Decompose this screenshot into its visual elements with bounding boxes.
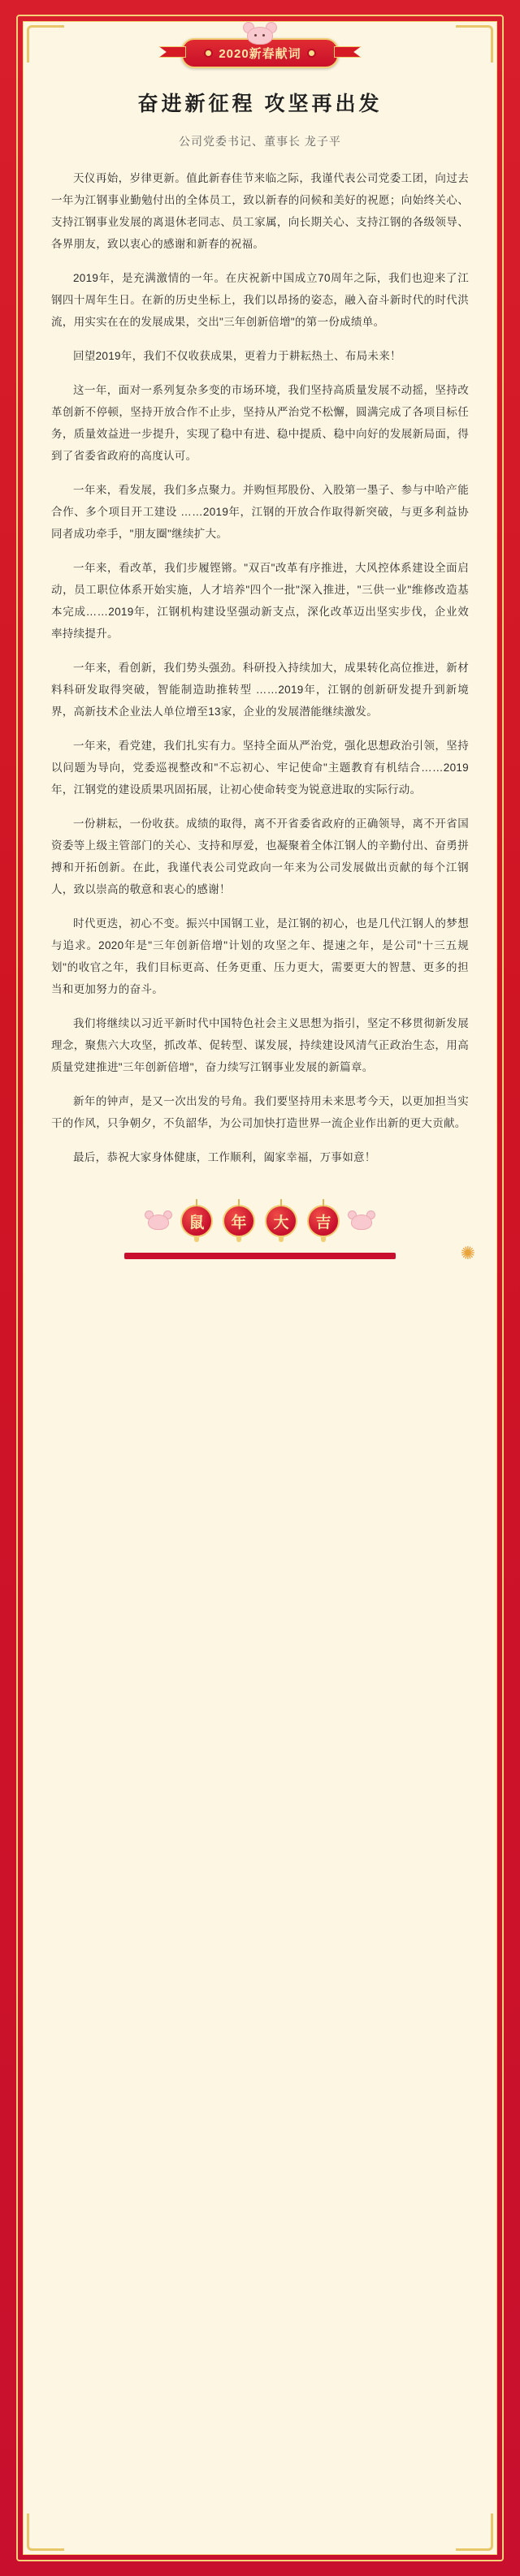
author-byline: 公司党委书记、董事长 龙子平 — [179, 135, 341, 148]
decorative-frame-outer — [16, 15, 504, 2561]
paragraph: 2019年，是充满激情的一年。在庆祝新中国成立70周年之际，我们也迎来了江钢四十周年生日。在新的历史坐标上，我们以昂扬的姿态，融入奋斗新时代的时代洪流，用实实在在的发展成果，交出"三年创新倍增"的第一份成绩单。 — [51, 272, 469, 328]
document-footer — [24, 1189, 496, 1263]
lantern-icon: 吉 — [307, 1205, 340, 1237]
mouse-icon — [348, 1210, 375, 1232]
diamond-dot-icon — [307, 49, 316, 58]
badge-ribbon-wrapper — [181, 38, 338, 68]
article-body — [24, 149, 496, 1168]
new-year-badge-label: 2020新春献词 — [219, 47, 301, 61]
lantern-row — [180, 1205, 340, 1237]
corner-ornament-bottom-left — [27, 2513, 64, 2551]
diamond-dot-icon — [204, 49, 213, 58]
paragraph: 一份耕耘，一份收获。成绩的取得，离不开省委省政府的正确领导，离不开省国资委等上级主管部门的关心、支持和厚爱，也凝聚着全体江钢人的辛勤付出、奋勇拼搏和开拓创新。在此，我谨代表公司党政向一年来为公司发展做出贡献的每个江钢人，致以崇高的敬意和衷心的感谢！ — [51, 818, 469, 895]
paragraph: 我们将继续以习近平新时代中国特色社会主义思想为指引，坚定不移贯彻新发展理念，聚焦六大攻坚，抓改革、促转型、谋发展，持续建设风清气正政治生态，用高质量党建推进"三年创新倍增"，奋力续写江钢事业发展的新篇章。 — [51, 1017, 469, 1073]
document-header — [24, 22, 496, 149]
paragraph: 一年来，看改革，我们步履铿锵。"双百"改革有序推进，大风控体系建设全面启动，员工职位体系开始实施，人才培养"四个一批"深入推进，"三供一业"维修改造基本完成……2019年，江钢机构建设坚强动新支点，深化改革迈出坚实步伐，企业效率持续提升。 — [51, 562, 469, 640]
corner-ornament-bottom-right — [456, 2513, 493, 2551]
decorative-frame-inner — [23, 21, 497, 2555]
paragraph: 新年的钟声，是又一次出发的号角。我们要坚持用未来思考今天，以更加担当实干的作风，只争朝夕，不负韶华，为公司加快打造世界一流企业作出新的更大贡献。 — [51, 1095, 469, 1129]
paragraph: 一年来，看发展，我们多点聚力。并购恒邦股份、入股第一墨子、参与中哈产能合作、多个项目开工建设 ……2019年，江钢的开放合作取得新突破，与更多利益协同者成功牵手，"朋友圈"继续扩大。 — [51, 484, 469, 540]
paragraph: 回望2019年，我们不仅收获成果，更着力于耕耘热土、布局未来！ — [73, 350, 401, 362]
lantern-icon: 大 — [265, 1205, 297, 1237]
mouse-icon — [145, 1210, 172, 1232]
paragraph: 一年来，看创新，我们势头强劲。科研投入持续加大，成果转化高位推进，新材料科研发取得突破，智能制造助推转型 ……2019年，江钢的创新研发提升到新境界，高新技术企业法人单位增至13家，企业的发展潜能继续激发。 — [51, 662, 469, 718]
paragraph: 天仪再始，岁律更新。值此新春佳节来临之际，我谨代表公司党委工团，向过去一年为江钢事业勤勉付出的全体员工，致以新春的问候和美好的祝愿；向始终关心、支持江钢事业发展的离退休老同志、员工家属，向长期关心、支持江钢的各级领导、各界朋友，致以衷心的感谢和新春的祝福。 — [51, 172, 469, 250]
paragraph: 一年来，看党建，我们扎实有力。坚持全面从严治党，强化思想政治引领，坚持以问题为导向，党委巡视整改和"不忘初心、牢记使命"主题教育有机结合……2019年，江钢党的建设质果巩固拓展，让初心使命转变为锐意进取的实际行动。 — [51, 740, 469, 796]
paragraph: 时代更迭，初心不变。振兴中国钢工业，是江钢的初心，也是几代江钢人的梦想与追求。2020年是"三年创新倍增"计划的攻坚之年、提速之年，是公司"十三五规划"的收官之年，我们目标更高、任务更重、压力更大，需要更大的智慧、更多的担当和更加努力的奋斗。 — [51, 917, 469, 995]
ribbon-tail-right-icon — [334, 46, 362, 58]
paragraph: 最后，恭祝大家身体健康，工作顺利，阖家幸福，万事如意！ — [73, 1151, 376, 1163]
firework-icon: ✺ — [460, 1243, 475, 1263]
lantern-icon: 年 — [223, 1205, 255, 1237]
page-title: 奋进新征程 攻坚再出发 — [137, 93, 383, 115]
paragraph: 这一年，面对一系列复杂多变的市场环境，我们坚持高质量发展不动摇，坚持改革创新不停顿，坚持开放合作不止步，坚持从严治党不松懈，圆满完成了各项目标任务，质量效益进一步提升，实现了稳中有进、稳中提质、稳中向好的发展新局面，得到了省委省政府的高度认可。 — [51, 384, 469, 462]
footer-table-ornament — [124, 1253, 396, 1259]
ribbon-tail-left-icon — [158, 46, 186, 58]
mouse-icon — [242, 22, 278, 46]
footer-banner — [51, 1189, 469, 1253]
lantern-icon: 鼠 — [180, 1205, 213, 1237]
footer-spacer — [24, 1259, 496, 1267]
